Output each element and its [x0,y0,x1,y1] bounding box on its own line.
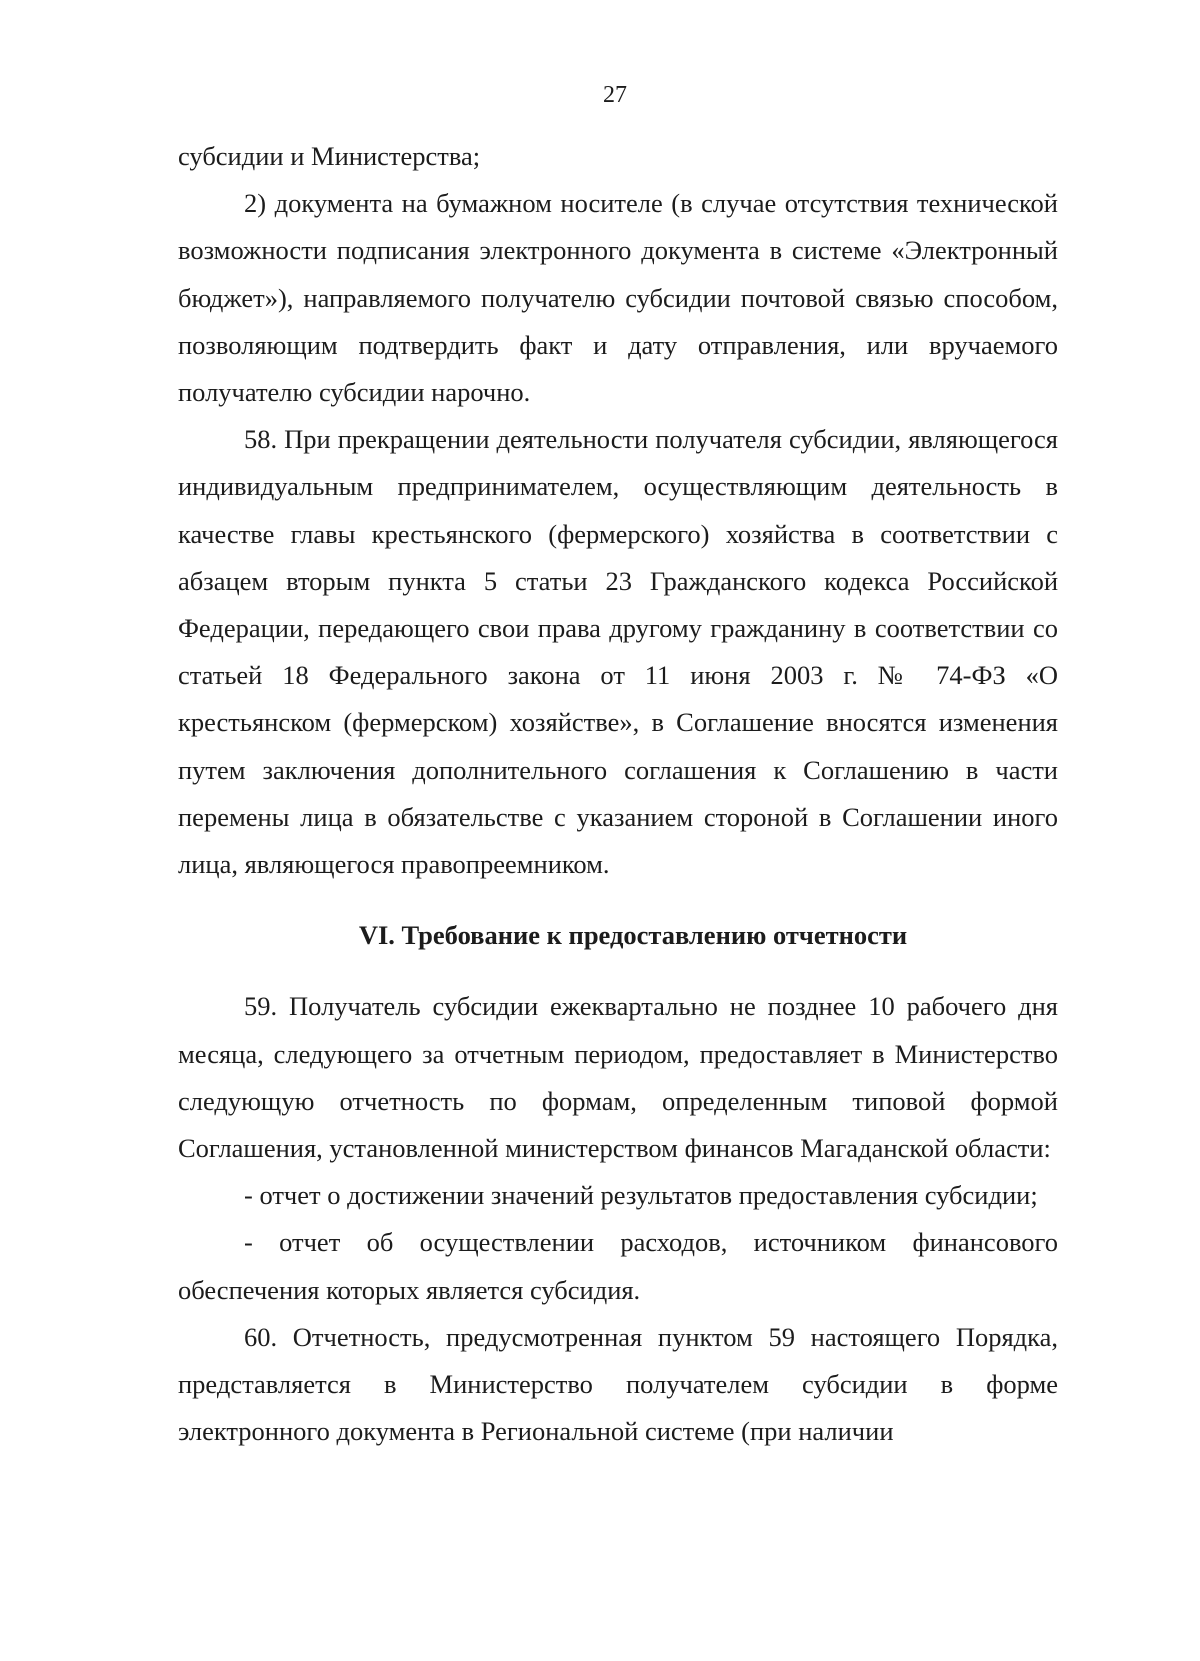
section-heading: VI. Требование к предоставлению отчетности [358,920,908,951]
document-body [178,133,1058,1455]
page-number: 27 [603,82,627,108]
paragraph-60: 60. Отчетность, предусмотренная пунктом 59 настоящего Порядка, представляется в Министерство получателем субсидии в форме электронного документа в Региональной системе (при наличии [178,1321,1058,1447]
paragraph-58: 58. При прекращении деятельности получателя субсидии, являющегося индивидуальным предпринимателем, осуществляющим деятельность в качестве главы крестьянского (фермерского) хозяйства в соответствии с абзацем вторым пункта 5 статьи 23 Гражданского кодекса Российской Федерации, передающего свои права другому гражданину в соответствии со статьей 18 Федерального закона от 11 июня 2003 г. № 74-ФЗ «О крестьянском (фермерском) хозяйстве», в Соглашение вносятся изменения путем заключения дополнительного соглашения к Соглашению в части перемены лица в обязательстве с указанием стороной в Соглашении иного лица, являющегося правопреемником. [178,424,1058,880]
paragraph-item-2: 2) документа на бумажном носителе (в случае отсутствия технической возможности подписания электронного документа в системе «Электронный бюджет»), направляемого получателю субсидии почтовой связью способом, позволяющим подтвердить факт и дату отправления, или вручаемого получателю субсидии нарочно. [178,188,1058,408]
paragraph-continuation: субсидии и Министерства; [178,141,481,171]
list-item-report-results: - отчет о достижении значений результатов предоставления субсидии; [244,1180,1038,1211]
paragraph-59: 59. Получатель субсидии ежеквартально не позднее 10 рабочего дня месяца, следующего за отчетным периодом, предоставляет в Министерство следующую отчетность по формам, определенным типовой формой Соглашения, установленной министерством финансов Магаданской области: [178,991,1058,1164]
list-item-report-expenses: - отчет об осуществлении расходов, источником финансового обеспечения которых является субсидия. [178,1227,1058,1305]
